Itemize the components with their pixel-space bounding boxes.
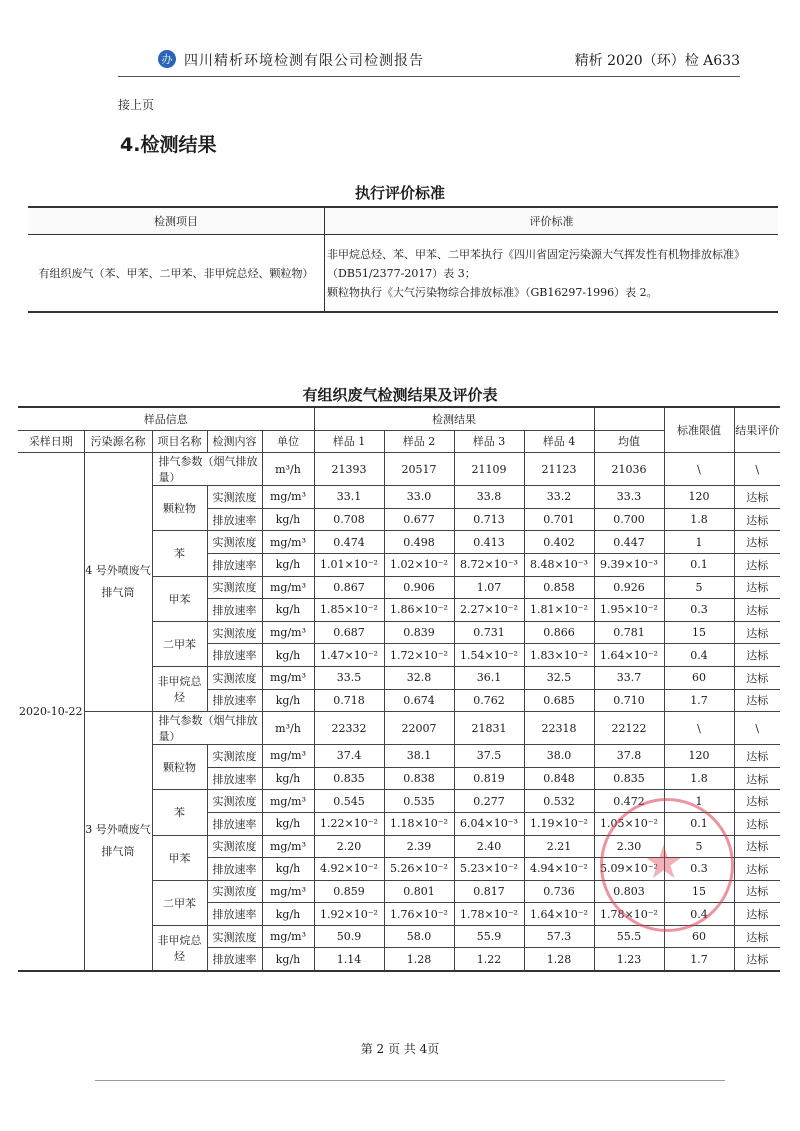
unit: kg/h: [262, 689, 314, 712]
item-name: 排气参数（烟气排放量）: [152, 712, 262, 745]
detect-content: 排放速率: [207, 689, 262, 712]
limit: \: [664, 712, 734, 745]
sample-2: 1.72×10⁻²: [384, 644, 454, 667]
item-name: 苯: [152, 790, 207, 835]
standards-header-row: [28, 207, 778, 235]
sample-2: 38.1: [384, 745, 454, 768]
sample-4: 0.701: [524, 508, 594, 531]
sample-1: 1.47×10⁻²: [314, 644, 384, 667]
header-blank: [594, 407, 664, 430]
sample-3: 33.8: [454, 486, 524, 509]
sample-2: 1.02×10⁻²: [384, 553, 454, 576]
limit: 0.4: [664, 903, 734, 926]
mean: 0.926: [594, 576, 664, 599]
unit: mg/m³: [262, 621, 314, 644]
limit: 1.8: [664, 767, 734, 790]
header-evaluation: 结果评价: [734, 407, 780, 453]
standards-line: 颗粒物执行《大气污染物综合排放标准》（GB16297-1996）表 2。: [327, 285, 658, 299]
evaluation: \: [734, 453, 780, 486]
limit: 5: [664, 835, 734, 858]
sample-4: 0.532: [524, 790, 594, 813]
mean: 33.3: [594, 486, 664, 509]
sampling-date: 2020-10-22: [18, 453, 84, 971]
evaluation: 达标: [734, 880, 780, 903]
sample-1: 0.835: [314, 767, 384, 790]
sample-2: 2.39: [384, 835, 454, 858]
sample-3: 37.5: [454, 745, 524, 768]
standards-row: [28, 235, 778, 313]
evaluation: 达标: [734, 553, 780, 576]
unit: kg/h: [262, 767, 314, 790]
sample-4: 33.2: [524, 486, 594, 509]
sample-3: 1.22: [454, 948, 524, 971]
company-logo-icon: 办: [158, 50, 176, 68]
limit: 1.8: [664, 508, 734, 531]
sample-3: 0.819: [454, 767, 524, 790]
evaluation: 达标: [734, 576, 780, 599]
standards-table-title: 执行评价标准: [354, 184, 445, 202]
item-name: 甲苯: [152, 835, 207, 880]
limit: 5: [664, 576, 734, 599]
sample-1: 1.85×10⁻²: [314, 599, 384, 622]
detect-content: 实测浓度: [207, 531, 262, 554]
sample-2: 0.801: [384, 880, 454, 903]
sample-2: 58.0: [384, 925, 454, 948]
results-header-row-1: [18, 407, 780, 430]
unit: mg/m³: [262, 880, 314, 903]
mean: 1.05×10⁻²: [594, 812, 664, 835]
detect-content: 排放速率: [207, 508, 262, 531]
detect-content: 实测浓度: [207, 486, 262, 509]
limit: 1: [664, 531, 734, 554]
detect-content: 实测浓度: [207, 576, 262, 599]
item-name: 苯: [152, 531, 207, 576]
section-title: 4.检测结果: [120, 134, 217, 156]
sample-4: 4.94×10⁻²: [524, 858, 594, 881]
sample-4: 0.736: [524, 880, 594, 903]
results-table-title: 有组织废气检测结果及评价表: [302, 386, 498, 404]
sample-1: 0.687: [314, 621, 384, 644]
header-sample-4: 样品 4: [524, 430, 594, 453]
limit: 0.1: [664, 812, 734, 835]
sample-1: 0.867: [314, 576, 384, 599]
sample-3: 55.9: [454, 925, 524, 948]
sample-4: 0.858: [524, 576, 594, 599]
sample-4: 32.5: [524, 666, 594, 689]
evaluation: 达标: [734, 644, 780, 667]
sample-3: 21109: [454, 453, 524, 486]
limit: \: [664, 453, 734, 486]
detect-content: 排放速率: [207, 858, 262, 881]
sample-4: 0.866: [524, 621, 594, 644]
header-limit: 标准限值: [664, 407, 734, 453]
sample-1: 0.708: [314, 508, 384, 531]
sample-3: 8.72×10⁻³: [454, 553, 524, 576]
sample-3: 0.713: [454, 508, 524, 531]
limit: 0.3: [664, 858, 734, 881]
sample-4: 21123: [524, 453, 594, 486]
sample-2: 0.677: [384, 508, 454, 531]
sample-2: 0.498: [384, 531, 454, 554]
sample-1: 0.859: [314, 880, 384, 903]
standards-line: （DB51/2377-2017）表 3；: [327, 266, 476, 280]
header-item: 项目名称: [152, 430, 207, 453]
sample-3: 0.731: [454, 621, 524, 644]
unit: kg/h: [262, 508, 314, 531]
unit: m³/h: [262, 453, 314, 486]
evaluation: 达标: [734, 621, 780, 644]
mean: 0.835: [594, 767, 664, 790]
sample-3: 0.277: [454, 790, 524, 813]
mean: 0.781: [594, 621, 664, 644]
mean: 0.447: [594, 531, 664, 554]
unit: kg/h: [262, 903, 314, 926]
sample-3: 1.07: [454, 576, 524, 599]
sample-1: 1.22×10⁻²: [314, 812, 384, 835]
page-footer: 第 2 页 共 4页: [360, 1042, 440, 1056]
header-sample-info: 样品信息: [18, 407, 314, 430]
unit: kg/h: [262, 644, 314, 667]
sample-1: 0.474: [314, 531, 384, 554]
detect-content: 实测浓度: [207, 880, 262, 903]
item-name: 二甲苯: [152, 621, 207, 666]
mean: 0.710: [594, 689, 664, 712]
sample-4: 38.0: [524, 745, 594, 768]
sample-2: 0.838: [384, 767, 454, 790]
sample-1: 21393: [314, 453, 384, 486]
item-name: 排气参数（烟气排放量）: [152, 453, 262, 486]
evaluation: 达标: [734, 689, 780, 712]
limit: 60: [664, 925, 734, 948]
sample-2: 1.28: [384, 948, 454, 971]
detect-content: 实测浓度: [207, 790, 262, 813]
header-content: 检测内容: [207, 430, 262, 453]
sample-3: 5.23×10⁻²: [454, 858, 524, 881]
unit: kg/h: [262, 812, 314, 835]
sample-4: 2.21: [524, 835, 594, 858]
sample-3: 21831: [454, 712, 524, 745]
evaluation: \: [734, 712, 780, 745]
evaluation: 达标: [734, 745, 780, 768]
unit: mg/m³: [262, 666, 314, 689]
evaluation: 达标: [734, 790, 780, 813]
sample-3: 1.54×10⁻²: [454, 644, 524, 667]
sample-3: 2.40: [454, 835, 524, 858]
standards-table: [28, 206, 778, 313]
sample-3: 0.817: [454, 880, 524, 903]
unit: mg/m³: [262, 531, 314, 554]
mean: 1.95×10⁻²: [594, 599, 664, 622]
sample-4: 0.402: [524, 531, 594, 554]
limit: 1.7: [664, 948, 734, 971]
evaluation: 达标: [734, 948, 780, 971]
item-name: 甲苯: [152, 576, 207, 621]
sample-4: 57.3: [524, 925, 594, 948]
evaluation: 达标: [734, 599, 780, 622]
unit: mg/m³: [262, 576, 314, 599]
unit: mg/m³: [262, 835, 314, 858]
detect-content: 实测浓度: [207, 835, 262, 858]
limit: 60: [664, 666, 734, 689]
mean: 21036: [594, 453, 664, 486]
sample-2: 20517: [384, 453, 454, 486]
evaluation: 达标: [734, 858, 780, 881]
unit: kg/h: [262, 858, 314, 881]
standards-line: 非甲烷总烃、苯、甲苯、二甲苯执行《四川省固定污染源大气挥发性有机物排放标准》: [327, 247, 745, 261]
limit: 1: [664, 790, 734, 813]
header-results: 检测结果: [314, 407, 594, 430]
sample-1: 1.01×10⁻²: [314, 553, 384, 576]
detect-content: 排放速率: [207, 903, 262, 926]
sample-1: 1.14: [314, 948, 384, 971]
sample-2: 33.0: [384, 486, 454, 509]
sample-2: 0.839: [384, 621, 454, 644]
unit: m³/h: [262, 712, 314, 745]
evaluation: 达标: [734, 531, 780, 554]
header-sample-2: 样品 2: [384, 430, 454, 453]
detect-content: 排放速率: [207, 553, 262, 576]
evaluation: 达标: [734, 925, 780, 948]
sample-2: 1.86×10⁻²: [384, 599, 454, 622]
evaluation: 达标: [734, 835, 780, 858]
company-name: 四川精析环境检测有限公司检测报告: [184, 53, 424, 69]
sample-1: 22332: [314, 712, 384, 745]
sample-1: 1.92×10⁻²: [314, 903, 384, 926]
sample-2: 1.18×10⁻²: [384, 812, 454, 835]
standards-text: [325, 235, 779, 313]
evaluation: 达标: [734, 903, 780, 926]
unit: kg/h: [262, 553, 314, 576]
sample-2: 5.26×10⁻²: [384, 858, 454, 881]
standards-col-standard: 评价标准: [325, 207, 779, 235]
limit: 1.7: [664, 689, 734, 712]
sample-3: 6.04×10⁻³: [454, 812, 524, 835]
mean: 55.5: [594, 925, 664, 948]
sample-1: 2.20: [314, 835, 384, 858]
sample-2: 0.535: [384, 790, 454, 813]
unit: mg/m³: [262, 790, 314, 813]
report-number: 精析 2020（环）检 A633: [574, 53, 740, 69]
sample-2: 1.76×10⁻²: [384, 903, 454, 926]
mean: 9.39×10⁻³: [594, 553, 664, 576]
source-name: 3 号外喷废气排气筒: [84, 712, 152, 971]
sample-4: 1.83×10⁻²: [524, 644, 594, 667]
continued-label: 接上页: [118, 98, 155, 112]
sample-3: 0.762: [454, 689, 524, 712]
mean: 37.8: [594, 745, 664, 768]
limit: 120: [664, 745, 734, 768]
unit: mg/m³: [262, 745, 314, 768]
company-seal-stamp: [600, 798, 734, 932]
table-row: [18, 712, 780, 745]
sample-4: 0.685: [524, 689, 594, 712]
table-row: [18, 453, 780, 486]
sample-1: 37.4: [314, 745, 384, 768]
mean: 33.7: [594, 666, 664, 689]
sample-3: 1.78×10⁻²: [454, 903, 524, 926]
sample-1: 0.718: [314, 689, 384, 712]
evaluation: 达标: [734, 666, 780, 689]
source-name: 4 号外喷废气排气筒: [84, 453, 152, 712]
header-mean: 均值: [594, 430, 664, 453]
detect-content: 实测浓度: [207, 621, 262, 644]
mean: 5.09×10⁻²: [594, 858, 664, 881]
unit: kg/h: [262, 599, 314, 622]
sample-1: 4.92×10⁻²: [314, 858, 384, 881]
item-name: 颗粒物: [152, 486, 207, 531]
sample-3: 2.27×10⁻²: [454, 599, 524, 622]
evaluation: 达标: [734, 767, 780, 790]
mean: 1.23: [594, 948, 664, 971]
sample-2: 0.906: [384, 576, 454, 599]
sample-4: 8.48×10⁻³: [524, 553, 594, 576]
mean: 2.30: [594, 835, 664, 858]
sample-4: 0.848: [524, 767, 594, 790]
limit: 15: [664, 880, 734, 903]
detect-content: 实测浓度: [207, 745, 262, 768]
limit: 0.3: [664, 599, 734, 622]
evaluation: 达标: [734, 812, 780, 835]
evaluation: 达标: [734, 486, 780, 509]
sample-4: 1.81×10⁻²: [524, 599, 594, 622]
header-date: 采样日期: [18, 430, 84, 453]
sample-4: 1.19×10⁻²: [524, 812, 594, 835]
item-name: 非甲烷总烃: [152, 666, 207, 711]
sample-4: 1.64×10⁻²: [524, 903, 594, 926]
unit: mg/m³: [262, 925, 314, 948]
standards-item: 有组织废气（苯、甲苯、二甲苯、非甲烷总烃、颗粒物）: [28, 235, 325, 313]
sample-2: 0.674: [384, 689, 454, 712]
sample-4: 1.28: [524, 948, 594, 971]
mean: 22122: [594, 712, 664, 745]
sample-3: 0.413: [454, 531, 524, 554]
standards-col-item: 检测项目: [28, 207, 325, 235]
header-sample-3: 样品 3: [454, 430, 524, 453]
detect-content: 排放速率: [207, 767, 262, 790]
footer-divider: [95, 1080, 725, 1081]
sample-1: 33.5: [314, 666, 384, 689]
detect-content: 排放速率: [207, 812, 262, 835]
item-name: 非甲烷总烃: [152, 925, 207, 971]
header-source: 污染源名称: [84, 430, 152, 453]
sample-1: 0.545: [314, 790, 384, 813]
limit: 120: [664, 486, 734, 509]
unit: mg/m³: [262, 486, 314, 509]
mean: 1.64×10⁻²: [594, 644, 664, 667]
sample-3: 36.1: [454, 666, 524, 689]
detect-content: 实测浓度: [207, 666, 262, 689]
detect-content: 排放速率: [207, 599, 262, 622]
limit: 15: [664, 621, 734, 644]
sample-2: 32.8: [384, 666, 454, 689]
detect-content: 排放速率: [207, 948, 262, 971]
item-name: 二甲苯: [152, 880, 207, 925]
header-sample-1: 样品 1: [314, 430, 384, 453]
limit: 0.1: [664, 553, 734, 576]
detect-content: 排放速率: [207, 644, 262, 667]
header-unit: 单位: [262, 430, 314, 453]
detect-content: 实测浓度: [207, 925, 262, 948]
limit: 0.4: [664, 644, 734, 667]
mean: 0.803: [594, 880, 664, 903]
sample-4: 22318: [524, 712, 594, 745]
sample-1: 50.9: [314, 925, 384, 948]
mean: 1.78×10⁻²: [594, 903, 664, 926]
mean: 0.472: [594, 790, 664, 813]
item-name: 颗粒物: [152, 745, 207, 790]
evaluation: 达标: [734, 508, 780, 531]
unit: kg/h: [262, 948, 314, 971]
mean: 0.700: [594, 508, 664, 531]
sample-2: 22007: [384, 712, 454, 745]
report-header: [118, 48, 740, 77]
sample-1: 33.1: [314, 486, 384, 509]
